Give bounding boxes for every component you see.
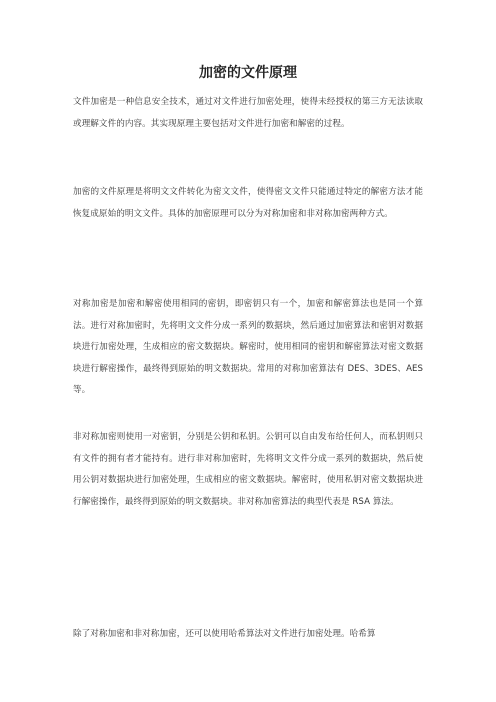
document-title: 加密的文件原理 xyxy=(199,65,297,81)
paragraph-intro: 文件加密是一种信息安全技术，通过对文件进行加密处理，使得未经授权的第三方无法读取或理解文件的内容。其实现原理主要包括对文件进行加密和解密的过程。 xyxy=(73,97,423,129)
paragraph-hash: 除了对称加密和非对称加密，还可以使用哈希算法对文件进行加密处理。哈希算 xyxy=(73,629,376,639)
paragraph-symmetric: 对称加密是加密和解密使用相同的密钥，即密钥只有一个，加密和解密算法也是同一个算法。进行对称加密时，先将明文文件分成一系列的数据块，然后通过加密算法和密钥对数据块进行加密处理，生成相应的密文数据块。解密时，使用相同的密钥和解密算法对密文数据块进行解密操作，最终得到原始的明文数据块。常用的对称加密算法有 DES、3DES、AES 等。 xyxy=(73,299,423,395)
document-page xyxy=(73,0,423,702)
paragraph-asymmetric: 非对称加密则使用一对密钥，分别是公钥和私钥。公钥可以自由发布给任何人，而私钥则只有文件的拥有者才能持有。进行非对称加密时，先将明文文件分成一系列的数据块，然后使用公钥对数据块进行加密处理，生成相应的密文数据块。解密时，使用私钥对密文数据块进行解密操作，最终得到原始的明文数据块。非对称加密算法的典型代表是 RSA 算法。 xyxy=(73,432,423,507)
paragraph-principle: 加密的文件原理是将明文文件转化为密文文件，使得密文文件只能通过特定的解密方法才能恢复成原始的明文文件。具体的加密原理可以分为对称加密和非对称加密两种方式。 xyxy=(73,187,423,219)
